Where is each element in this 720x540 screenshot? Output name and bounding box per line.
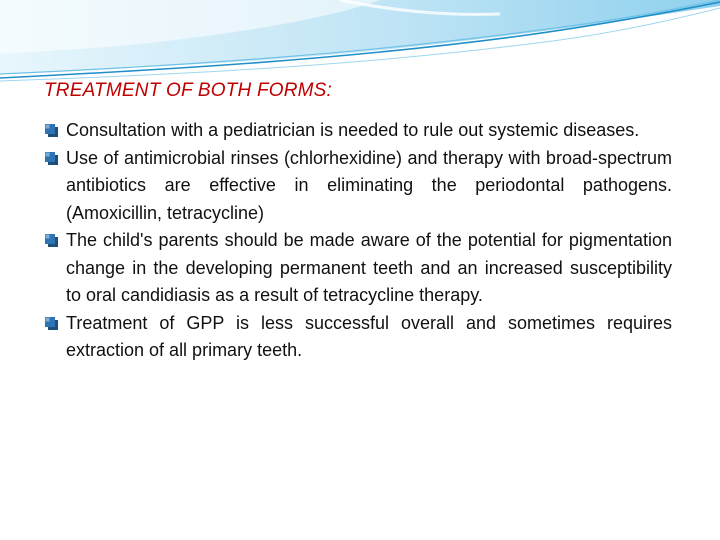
bullet-item [44,117,672,145]
wave-header-decoration [0,0,720,90]
bullet-text: The child's parents should be made aware of the potential for pigmentation change in the developing permanent teeth and an increased susceptibility to oral candidiasis as a result of tetracycline therapy. [66,230,672,305]
bullet-text: Treatment of GPP is less successful overall and sometimes requires extraction of all primary teeth. [66,312,672,360]
bullet-item [44,145,672,228]
bullet-text: Consultation with a pediatrician is needed to rule out systemic diseases. [66,120,640,140]
bullet-text: Use of antimicrobial rinses (chlorhexidine) and therapy with broad-spectrum antibiotics are effective in eliminating the periodontal pathogens.(Amoxicillin, tetracycline) [66,147,672,223]
slide-title: TREATMENT OF BOTH FORMS: [44,80,333,101]
bullet-item [44,310,672,365]
checkbox-square-icon [44,233,59,248]
checkbox-square-icon [44,123,59,138]
bullet-list [44,117,672,365]
checkbox-square-icon [44,316,59,331]
checkbox-square-icon [44,151,59,166]
bullet-item [44,227,672,310]
